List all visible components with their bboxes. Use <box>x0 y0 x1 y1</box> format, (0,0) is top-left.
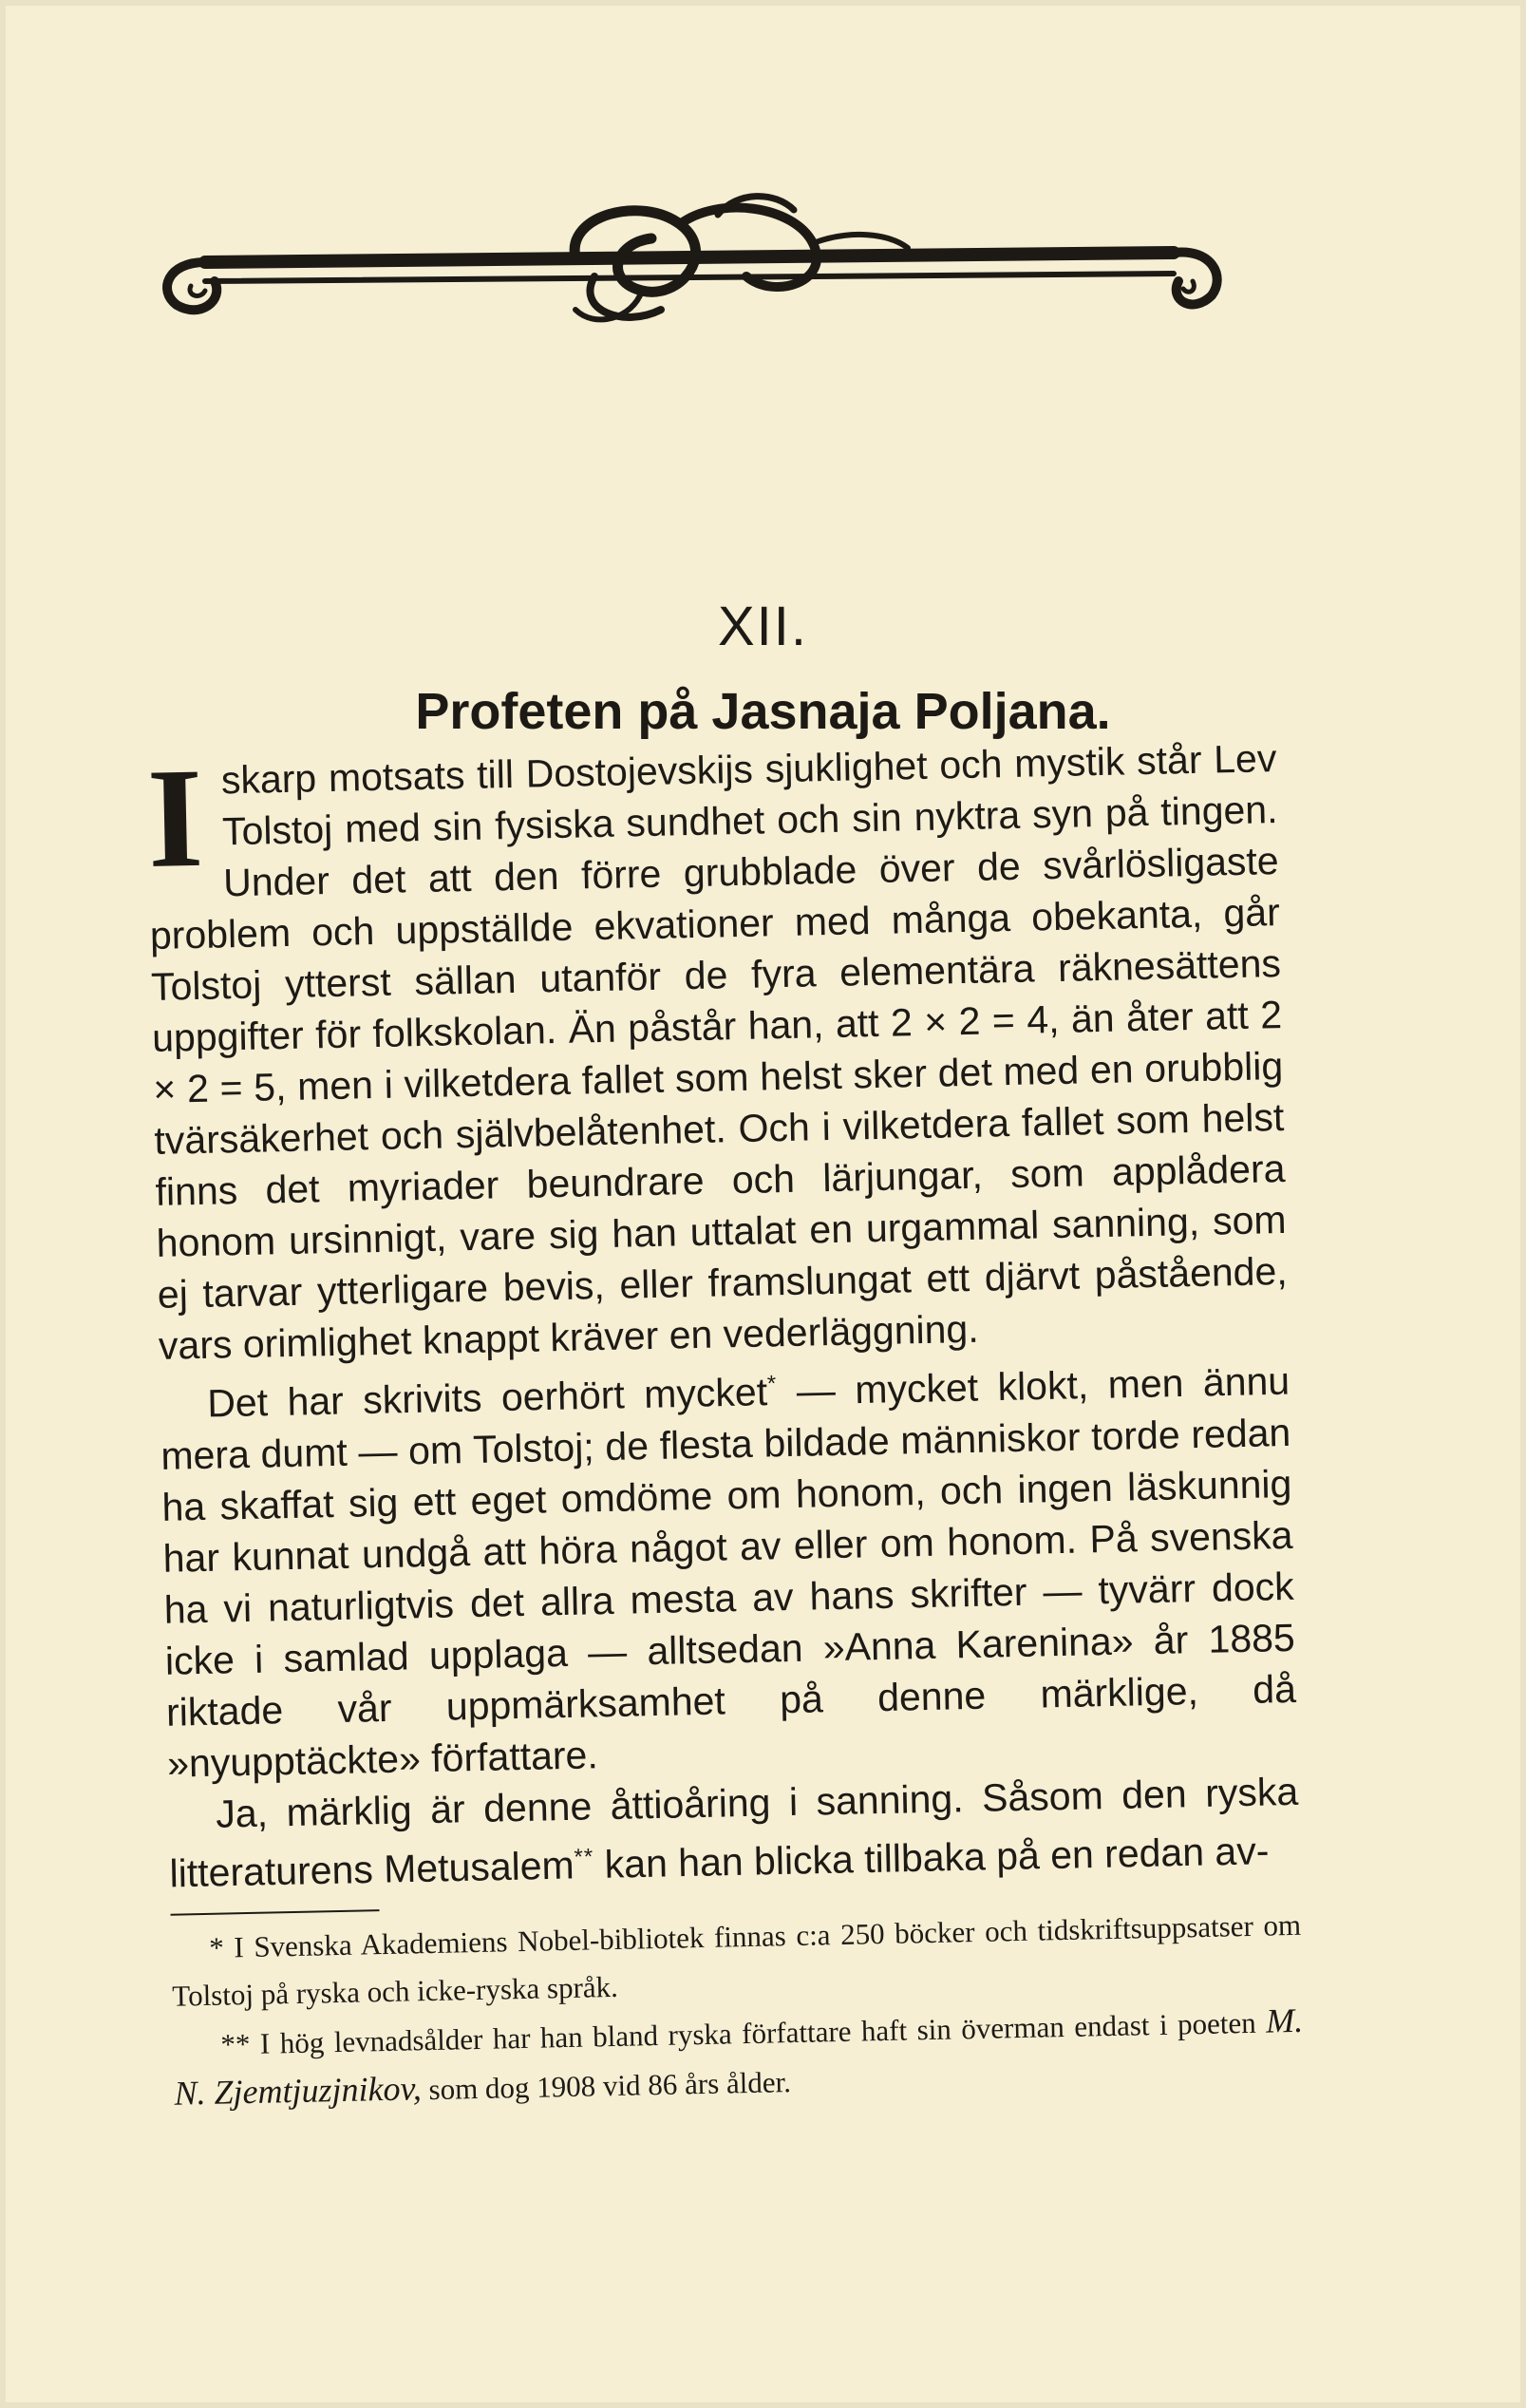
decorative-header-ornament <box>148 186 1240 348</box>
paragraph-1-text: skarp motsats till Dostojevskijs sjuklighet och mystik står Lev Tolstoj med sin fysiska sundhet och sin nyktra syn på tingen. Under det att den förre grubblade över de svårlösligaste problem och uppställde ekvationer med många obekanta, går Tolstoj ytterst sällan utanför de fyra elementära räknesättens uppgifter för folkskolan. Än påstår han, att 2 × 2 = 4, än åter att 2 × 2 = 5, men i vilketdera fallet som helst sker det med en orubblig tvärsäkerhet och självbelåtenhet. Och i vilketdera fallet som helst finns det myriader beundrare och lärjungar, som applådera honom ursinnigt, vare sig han uttalat en urgammal sanning, som ej tarvar ytterligare bevis, eller framslungat ett djärvt påstående, vars orimlighet knappt kräver en vederläggning. <box>149 736 1289 1368</box>
body-text <box>146 732 1305 2119</box>
chapter-title: Profeten på Jasnaja Poljana. <box>415 683 1111 740</box>
footnote-2-text-a: I hög levnadsålder har han bland ryska författare haft sin överman endast i poeten <box>250 2005 1267 2061</box>
footnote-ref-2: ** <box>574 1844 594 1870</box>
chapter-number: XII. <box>717 596 809 657</box>
paragraph-3-text-b: kan han blicka tillbaka på en redan av- <box>593 1828 1270 1887</box>
paragraph-3-text-a: Ja, märklig är denne åttioåring i sanning. Såsom den ryska litteraturens Metusalem <box>169 1769 1299 1896</box>
paragraph-2 <box>160 1348 1298 1789</box>
footnote-divider <box>171 1909 380 1916</box>
paragraph-2-text-b: — mycket klokt, men ännu mera dumt — om Tolstoj; de flesta bildade människor torde redan ha skaffat sig ett eget omdöme om honom, och ingen läskunnig har kunnat undgå att höra något av eller om honom. På svenska ha vi naturligtvis det allra mesta av hans skrifter — tyvärr dock icke i samlad upplaga — alltsedan »Anna Karenina» år 1885 riktade vår uppmärksamhet på denne märklige, då »nyupptäckte» författare. <box>160 1358 1297 1786</box>
footnote-2-mark: ** <box>220 2027 251 2061</box>
footnote-2-text-b: som dog 1908 vid 86 års ålder. <box>421 2065 792 2107</box>
footnote-1-text: I Svenska Akademiens Nobel-bibliotek finnas c:a 250 böcker och tidskriftsuppsatser om Tolstoj på ryska och icke-ryska språk. <box>171 1908 1302 2014</box>
footnote-ref-1: * <box>766 1371 778 1397</box>
footnote-1-mark: * <box>208 1930 225 1965</box>
drop-cap: I <box>145 738 205 898</box>
footnote-2-name: M. N. Zjemtjuzjnikov, <box>174 2001 1304 2113</box>
paragraph-1 <box>146 732 1289 1372</box>
paragraph-3 <box>168 1765 1300 1899</box>
footnotes <box>171 1902 1305 2119</box>
paragraph-2-text-a: Det har skrivits oerhört mycket <box>206 1370 768 1426</box>
